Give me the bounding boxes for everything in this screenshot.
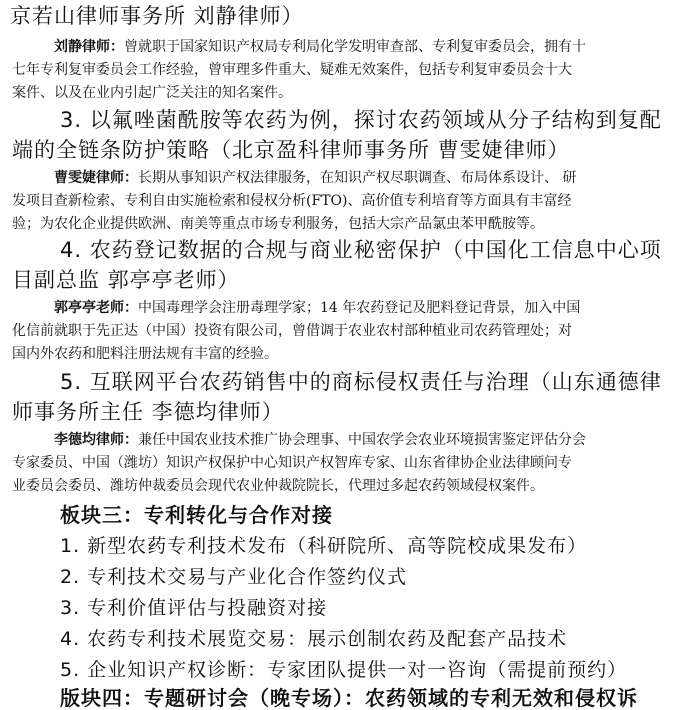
bio-text-line — [12, 86, 292, 100]
bio-text-line — [12, 347, 278, 361]
line-text: 板块三：专利转化与合作对接 — [60, 503, 333, 527]
bio-text-line — [12, 63, 572, 77]
line-text: 师事务所主任 李德均律师） — [12, 400, 284, 424]
agenda-topic-line — [60, 240, 662, 261]
line-text: 化信前就职于先正达（中国）投资有限公司，曾借调于农业农村部种植业司农药管理处；对 — [12, 323, 572, 339]
section-heading — [60, 505, 333, 525]
line-text: 2. 专利技术交易与产业化合作签约仪式 — [60, 566, 408, 588]
line-text: 曾就职于国家知识产权局专利局化学发明审查部、专利复审委员会，拥有十 — [124, 39, 586, 55]
speaker-name: 曹雯婕律师： — [54, 170, 138, 186]
line-text: 4. 农药专利技术展览交易：展示创制农药及配套产品技术 — [60, 628, 568, 650]
agenda-topic-line — [60, 372, 662, 393]
bio-text-line — [12, 456, 572, 470]
bio-text-line — [54, 40, 586, 54]
list-item — [60, 568, 407, 587]
line-text: 国内外农药和肥料注册法规有丰富的经验。 — [12, 346, 278, 362]
line-text: 京若山律师事务所 刘静律师） — [10, 4, 304, 28]
list-item — [60, 630, 567, 649]
agenda-topic-line — [10, 6, 304, 27]
line-text: 兼任中国农业技术推广协会理事、中国农学会农业环境损害鉴定评估分会 — [138, 432, 586, 448]
bio-text-line — [12, 217, 544, 231]
line-text: 5. 企业知识产权诊断：专家团队提供一对一咨询（需提前预约） — [60, 659, 628, 681]
list-item — [60, 537, 587, 556]
line-text: 4. 农药登记数据的合规与商业秘密保护（中国化工信息中心项 — [60, 238, 662, 262]
line-text: 5. 互联网平台农药销售中的商标侵权责任与治理（山东通德律 — [60, 370, 662, 394]
speaker-name: 李德均律师： — [54, 432, 138, 448]
agenda-topic-line — [12, 402, 284, 423]
line-text: 业委员会委员、潍坊仲裁委员会现代农业仲裁院院长，代理过多起农药领域侵权案件。 — [12, 478, 544, 494]
bio-text-line — [12, 479, 544, 493]
line-text: 验；为农化企业提供欧洲、南美等重点市场专利服务，包括大宗产品氯虫苯甲酰胺等。 — [12, 216, 544, 232]
bio-text-line — [12, 194, 571, 208]
line-text: 七年专利复审委员会工作经验，曾审理多件重大、疑难无效案件，包括专利复审委员会十大 — [12, 62, 572, 78]
line-text: 1. 新型农药专利技术发布（科研院所、高等院校成果发布） — [60, 535, 588, 557]
line-text: 端的全链条防护策略（北京盈科律师事务所 曹雯婕律师） — [12, 138, 570, 162]
line-text: 目副总监 郭亭亭老师） — [12, 268, 240, 292]
line-text: 长期从事知识产权法律服务，在知识产权尽职调查、布局体系设计、 研 — [138, 170, 577, 186]
agenda-topic-line — [12, 270, 240, 291]
list-item — [60, 599, 327, 618]
line-text: 案件、以及在业内引起广泛关注的知名案件。 — [12, 85, 292, 101]
line-text: 中国毒理学会注册毒理学家；14 年农药登记及肥料登记背景，加入中国 — [138, 300, 581, 316]
section-heading — [60, 688, 638, 708]
agenda-topic-line — [60, 110, 662, 131]
bio-text-line — [12, 324, 572, 338]
bio-text-line — [54, 301, 580, 315]
agenda-topic-line — [12, 140, 570, 161]
speaker-name: 刘静律师： — [54, 39, 124, 55]
line-text: 3. 专利价值评估与投融资对接 — [60, 597, 328, 619]
bio-text-line — [54, 433, 586, 447]
line-text: 专家委员、中国（潍坊）知识产权保护中心知识产权智库专家、山东省律协企业法律顾问专 — [12, 455, 572, 471]
line-text: 版块四：专题研讨会（晚专场）：农药领域的专利无效和侵权诉 — [60, 686, 638, 710]
bio-text-line — [54, 171, 576, 185]
list-item — [60, 661, 627, 680]
line-text: 发项目查新检索、专利自由实施检索和侵权分析(FTO)、高价值专利培育等方面具有丰富经 — [12, 193, 572, 209]
line-text: 3. 以氟唑菌酰胺等农药为例，探讨农药领域从分子结构到复配 — [60, 108, 662, 132]
speaker-name: 郭亭亭老师： — [54, 300, 138, 316]
